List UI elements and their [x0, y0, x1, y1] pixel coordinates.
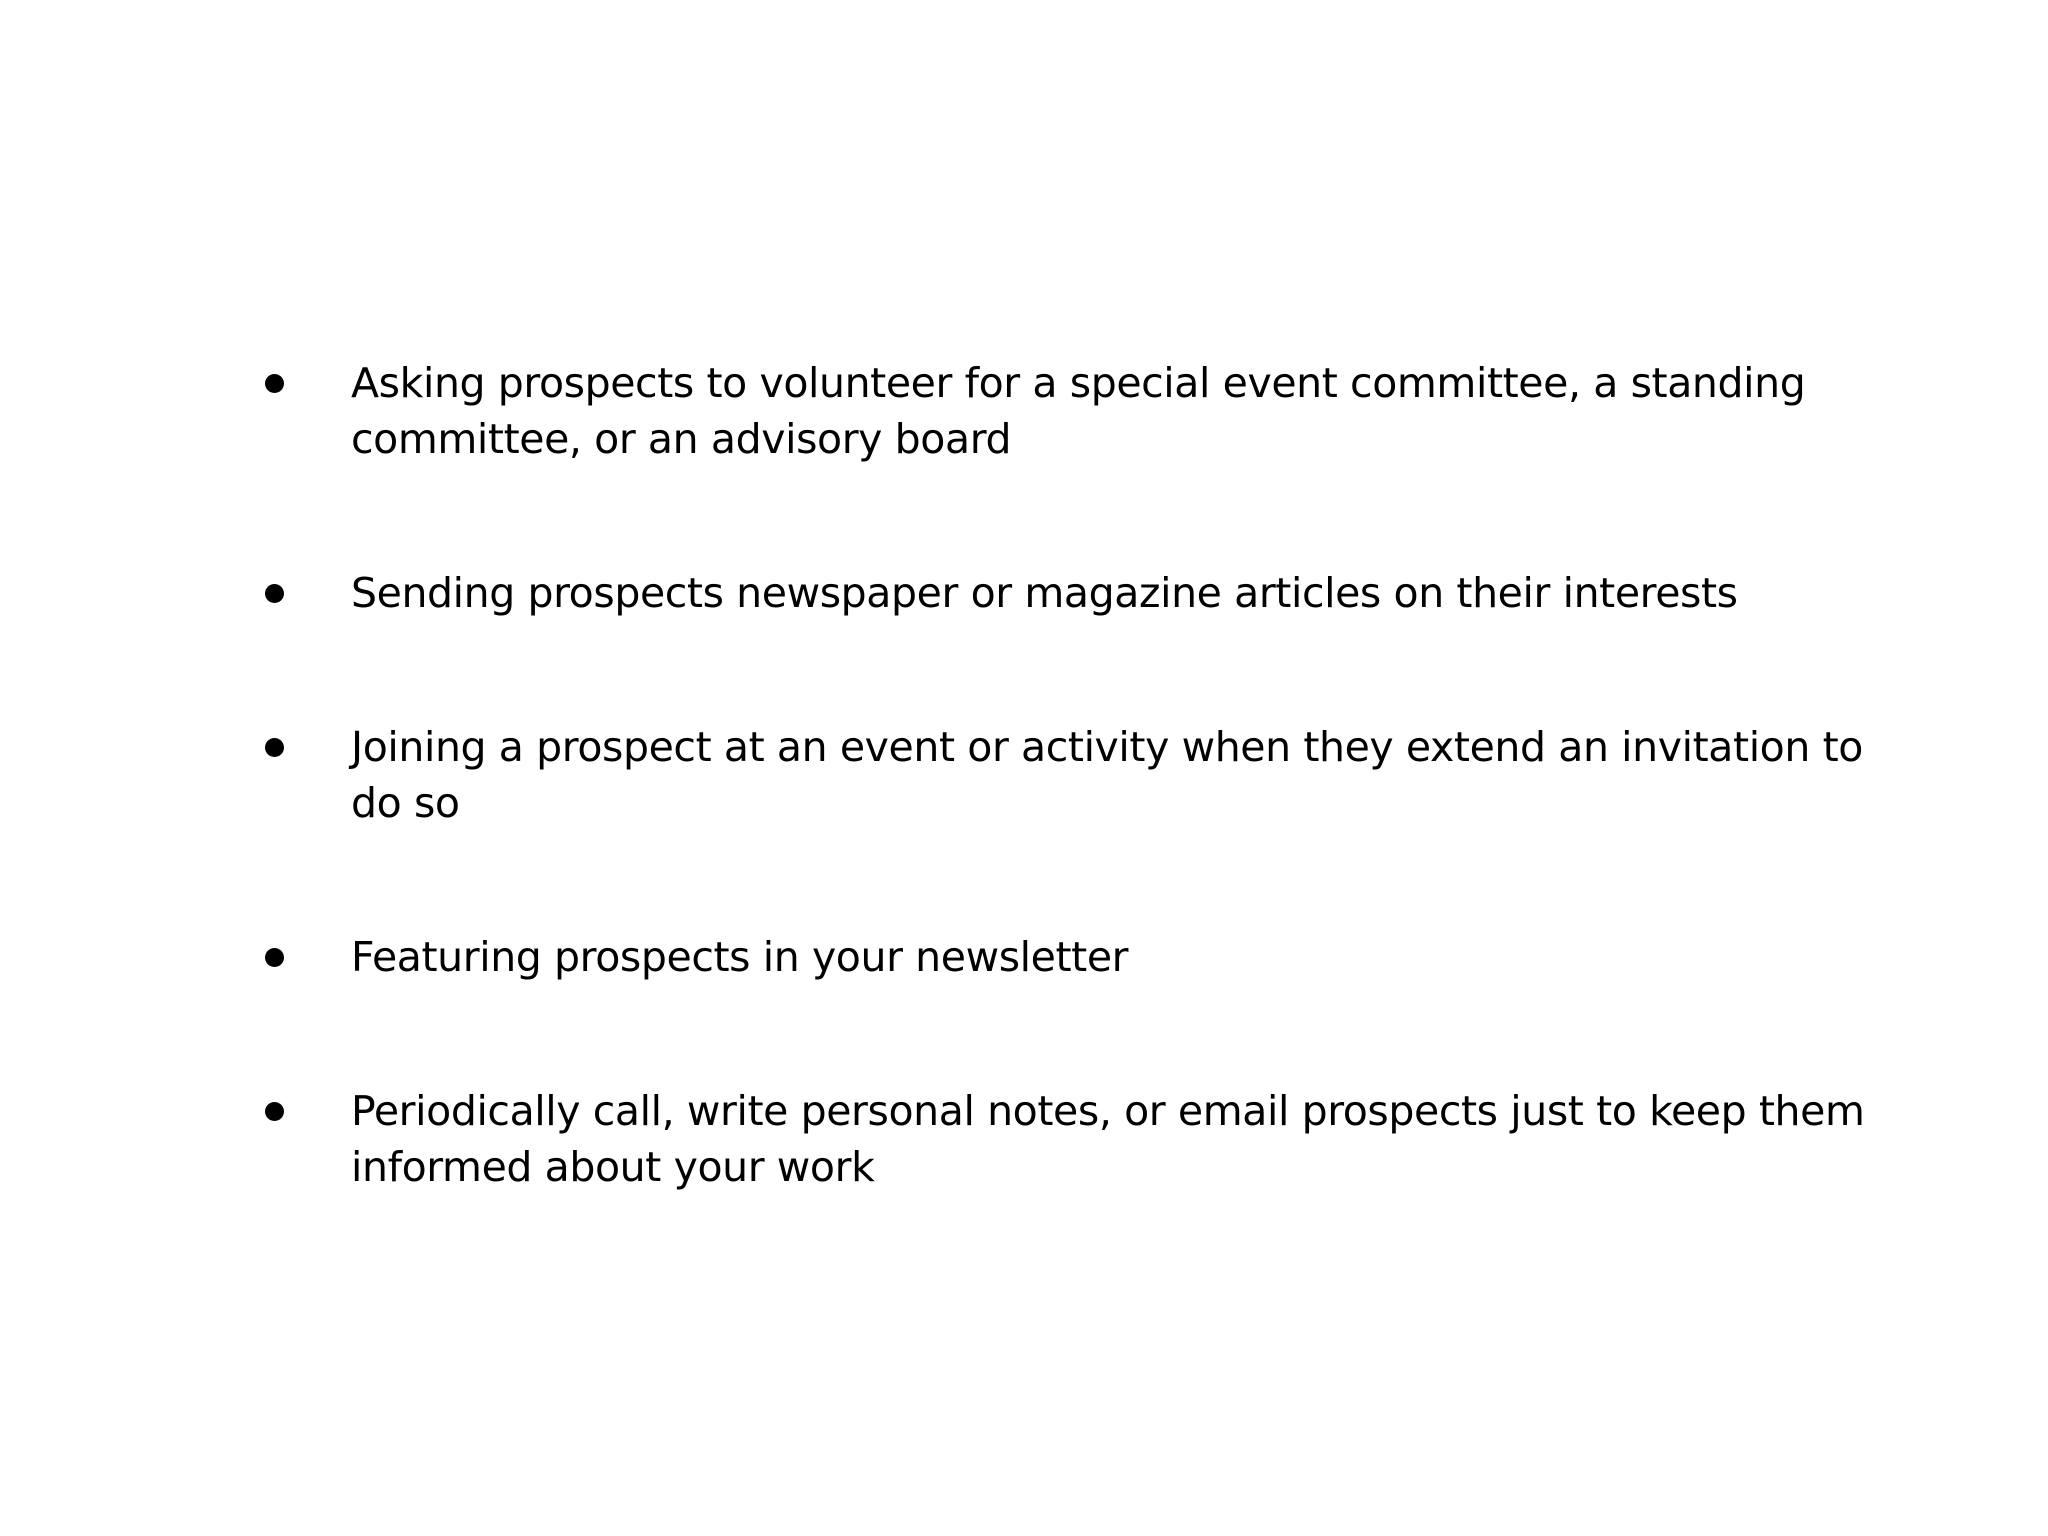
bullet-text	[351, 719, 1891, 831]
bullet-text	[351, 929, 1891, 985]
bullet-line: Joining a prospect at an event or activity when they extend an invitation to	[351, 723, 1863, 771]
bullet-icon	[265, 1102, 284, 1121]
bullet-icon	[265, 738, 284, 757]
bullet-line: informed about your work	[351, 1143, 875, 1191]
bullet-line: Sending prospects newspaper or magazine articles on their interests	[351, 569, 1738, 617]
bullet-text	[351, 565, 1891, 621]
bullet-line: do so	[351, 779, 460, 827]
bullet-line: Featuring prospects in your newsletter	[351, 933, 1129, 981]
bullet-text	[351, 355, 1891, 467]
bullet-icon	[265, 374, 284, 393]
bullet-line: committee, or an advisory board	[351, 415, 1012, 463]
bullet-icon	[265, 584, 284, 603]
bullet-icon	[265, 948, 284, 967]
bullet-line: Asking prospects to volunteer for a special event committee, a standing	[351, 359, 1806, 407]
bullet-text	[351, 1083, 1891, 1195]
bullet-line: Periodically call, write personal notes, or email prospects just to keep them	[351, 1087, 1865, 1135]
